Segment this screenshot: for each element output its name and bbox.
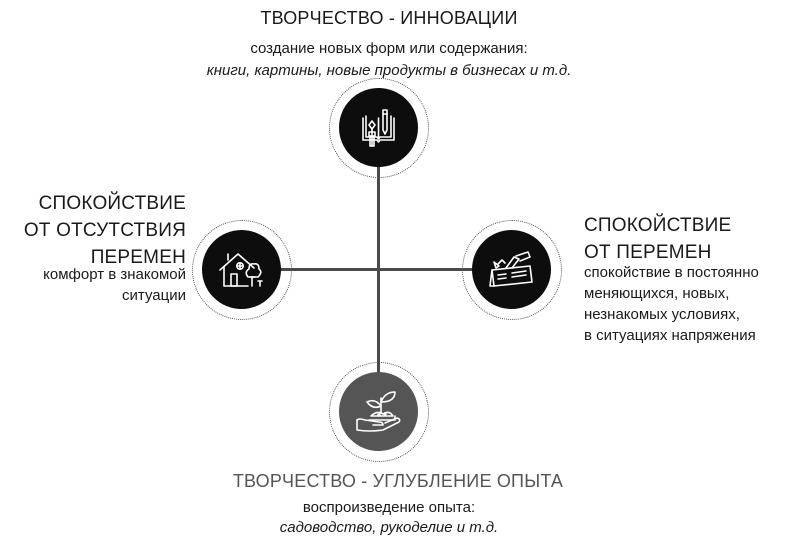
bottom-disc: [339, 372, 418, 451]
right-description-line: спокойствие в постоянно: [584, 264, 759, 281]
house-icon: [202, 230, 281, 309]
left-description: [0, 264, 186, 306]
left-description-line: комфорт в знакомой: [43, 266, 186, 283]
book-pen-icon: [339, 88, 418, 167]
right-title-line: СПОКОЙСТВИЕ: [584, 215, 732, 236]
top-title: ТВОРЧЕСТВО - ИННОВАЦИИ: [260, 8, 518, 28]
top-description: создание новых форм или содержания:: [250, 40, 528, 57]
left-node: [192, 220, 292, 320]
left-description-line: ситуации: [122, 287, 186, 304]
suitcase-icon: [472, 230, 551, 309]
top-disc: [339, 88, 418, 167]
left-title-line: ОТ ОТСУТСТВИЯ: [23, 220, 186, 241]
right-disc: [472, 230, 551, 309]
right-title-line: ОТ ПЕРЕМЕН: [584, 242, 712, 263]
bottom-node: [329, 362, 429, 462]
bottom-description: воспроизведение опыта:: [302, 499, 476, 516]
right-title: [584, 212, 794, 266]
left-title-line: ПЕРЕМЕН: [90, 247, 186, 268]
right-description-line: незнакомых условиях,: [584, 306, 740, 323]
right-description: [584, 262, 796, 346]
hand-plant-icon: [339, 372, 418, 451]
left-disc: [202, 230, 281, 309]
right-node: [462, 220, 562, 320]
right-description-line: меняющихся, новых,: [584, 285, 730, 302]
left-title-line: СПОКОЙСТВИЕ: [38, 193, 186, 214]
bottom-examples: садоводство, рукоделие и т.д.: [279, 519, 499, 536]
left-title: [0, 190, 186, 271]
top-examples: книги, картины, новые продукты в бизнесах и т.д.: [206, 62, 572, 79]
bottom-title: ТВОРЧЕСТВО - УГЛУБЛЕНИЕ ОПЫТА: [232, 471, 564, 491]
top-node: [329, 78, 429, 178]
right-description-line: в ситуациях напряжения: [584, 327, 756, 344]
